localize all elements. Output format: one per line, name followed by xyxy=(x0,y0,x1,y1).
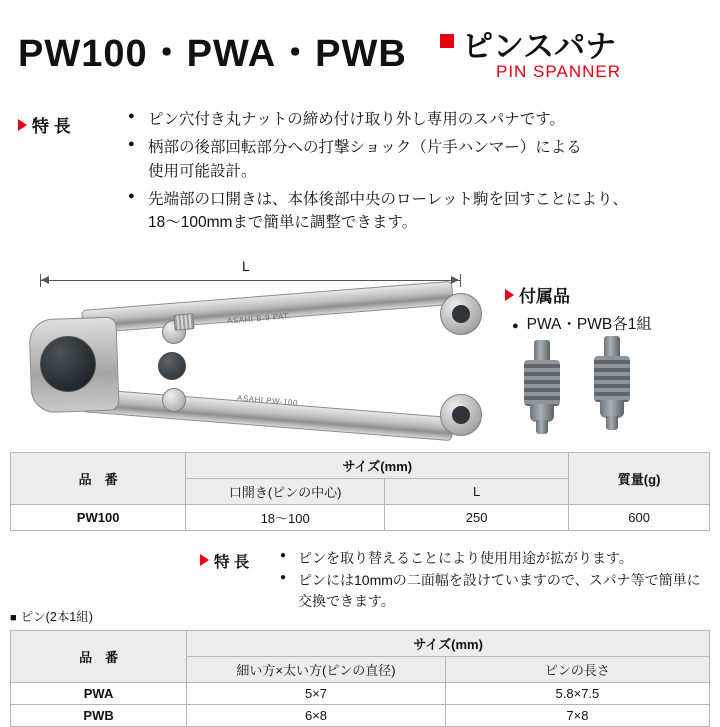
dimension-line xyxy=(40,280,460,281)
header-opening: 口開き(ピンの中心) xyxy=(186,479,385,505)
dimension-label: L xyxy=(242,258,250,274)
accessory-heading-label: 付属品 xyxy=(519,287,570,306)
accessory-heading xyxy=(505,282,570,307)
cell-diameter: 6×8 xyxy=(187,705,446,727)
product-illustration xyxy=(10,258,490,448)
cell-weight: 600 xyxy=(569,505,710,531)
header-part-no: 品 番 xyxy=(11,453,186,505)
list-item-line: ● 柄部の後部回転部分への打撃ショック（片手ハンマー）による xyxy=(148,139,582,157)
pin-set-label: ■ ピン(2本1組) xyxy=(10,607,93,625)
cell-part-no: PWA xyxy=(11,683,187,705)
list-item-line: ● 先端部の口開きは、本体後部中央のローレット駒を回すことにより、 xyxy=(148,190,629,208)
triangle-icon xyxy=(200,554,209,566)
cell-diameter: 5×7 xyxy=(187,683,446,705)
cell-pin-length: 7×8 xyxy=(445,705,709,727)
list-item xyxy=(280,570,710,611)
features-heading xyxy=(18,112,71,137)
list-item-line: 交換できます。 xyxy=(298,592,395,609)
spanner-arm-upper xyxy=(81,281,454,334)
list-item-line: 18〜100mmまで簡単に調整できます。 xyxy=(148,214,418,231)
pin-body xyxy=(524,360,560,406)
spec-table-pins xyxy=(10,630,710,727)
spanner-bolt-lower xyxy=(162,388,186,412)
list-item xyxy=(128,136,708,183)
cell-length: 250 xyxy=(385,505,569,531)
list-item-line: ピンには10mmの二面幅を設けていますので、スパナ等で簡単に xyxy=(298,572,701,589)
table-header-row xyxy=(11,453,710,479)
cell-part-no: PWB xyxy=(11,705,187,727)
features-heading-label: 特 長 xyxy=(32,117,71,136)
list-item-line: 使用可能設計。 xyxy=(148,162,257,180)
title-english: PIN SPANNER xyxy=(496,62,621,81)
cell-opening: 18〜100 xyxy=(186,505,385,531)
page-header xyxy=(0,8,720,80)
header-pin-length: ピンの長さ xyxy=(445,657,709,683)
table-row xyxy=(11,683,710,705)
spanner-pivot xyxy=(158,352,186,380)
arrow-right-icon xyxy=(451,276,459,284)
features2-heading xyxy=(200,550,249,572)
header-size: サイズ(mm) xyxy=(186,453,569,479)
spanner-ring-upper xyxy=(440,293,482,335)
cell-part-no: PW100 xyxy=(11,505,186,531)
list-item xyxy=(128,188,708,235)
features-list xyxy=(128,108,708,239)
header-diameter: 細い方×太い方(ピンの直径) xyxy=(187,657,446,683)
spanner-head-disc xyxy=(40,336,96,392)
pin-body xyxy=(594,356,630,402)
accessory-item: ● PWA・PWB各1組 xyxy=(512,312,652,334)
dimension-cap-right xyxy=(460,274,461,287)
list-item: ● ピン穴付き丸ナットの締め付け取り外し専用のスパナです。 xyxy=(128,108,708,131)
title-japanese: ピンスパナ xyxy=(462,29,617,64)
accessory-pins-illustration xyxy=(510,336,690,436)
list-item: ● ピンを取り替えることにより使用用途が拡がります。 xyxy=(280,548,710,568)
engraving-bottom: ASAHI PW-100 xyxy=(236,393,299,408)
header-weight: 質量(g) xyxy=(569,453,710,505)
features2-heading-label: 特 長 xyxy=(214,554,250,571)
engraving-top: ASAHI B-9 PAT. xyxy=(226,311,291,326)
cell-pin-length: 5.8×7.5 xyxy=(445,683,709,705)
pin-shaft xyxy=(604,336,620,358)
arrow-left-icon xyxy=(41,276,49,284)
spanner-ring-lower xyxy=(440,394,482,436)
header-length: L xyxy=(385,479,569,505)
pin-shaft xyxy=(534,340,550,362)
header-size: サイズ(mm) xyxy=(187,631,710,657)
pin-tip xyxy=(606,416,618,430)
table-row xyxy=(11,705,710,727)
features2-list xyxy=(280,548,710,613)
table-header-row xyxy=(11,631,710,657)
red-square-marker xyxy=(440,34,454,48)
pin-spanner-drawing xyxy=(22,296,492,436)
knurled-adjuster xyxy=(173,313,194,331)
pin-tip xyxy=(536,420,548,434)
page-title: PW100・PWA・PWB xyxy=(18,33,407,75)
triangle-icon xyxy=(505,289,514,301)
header-part-no: 品 番 xyxy=(11,631,187,683)
table-row xyxy=(11,505,710,531)
triangle-icon xyxy=(18,119,27,131)
spec-table-main xyxy=(10,452,710,531)
